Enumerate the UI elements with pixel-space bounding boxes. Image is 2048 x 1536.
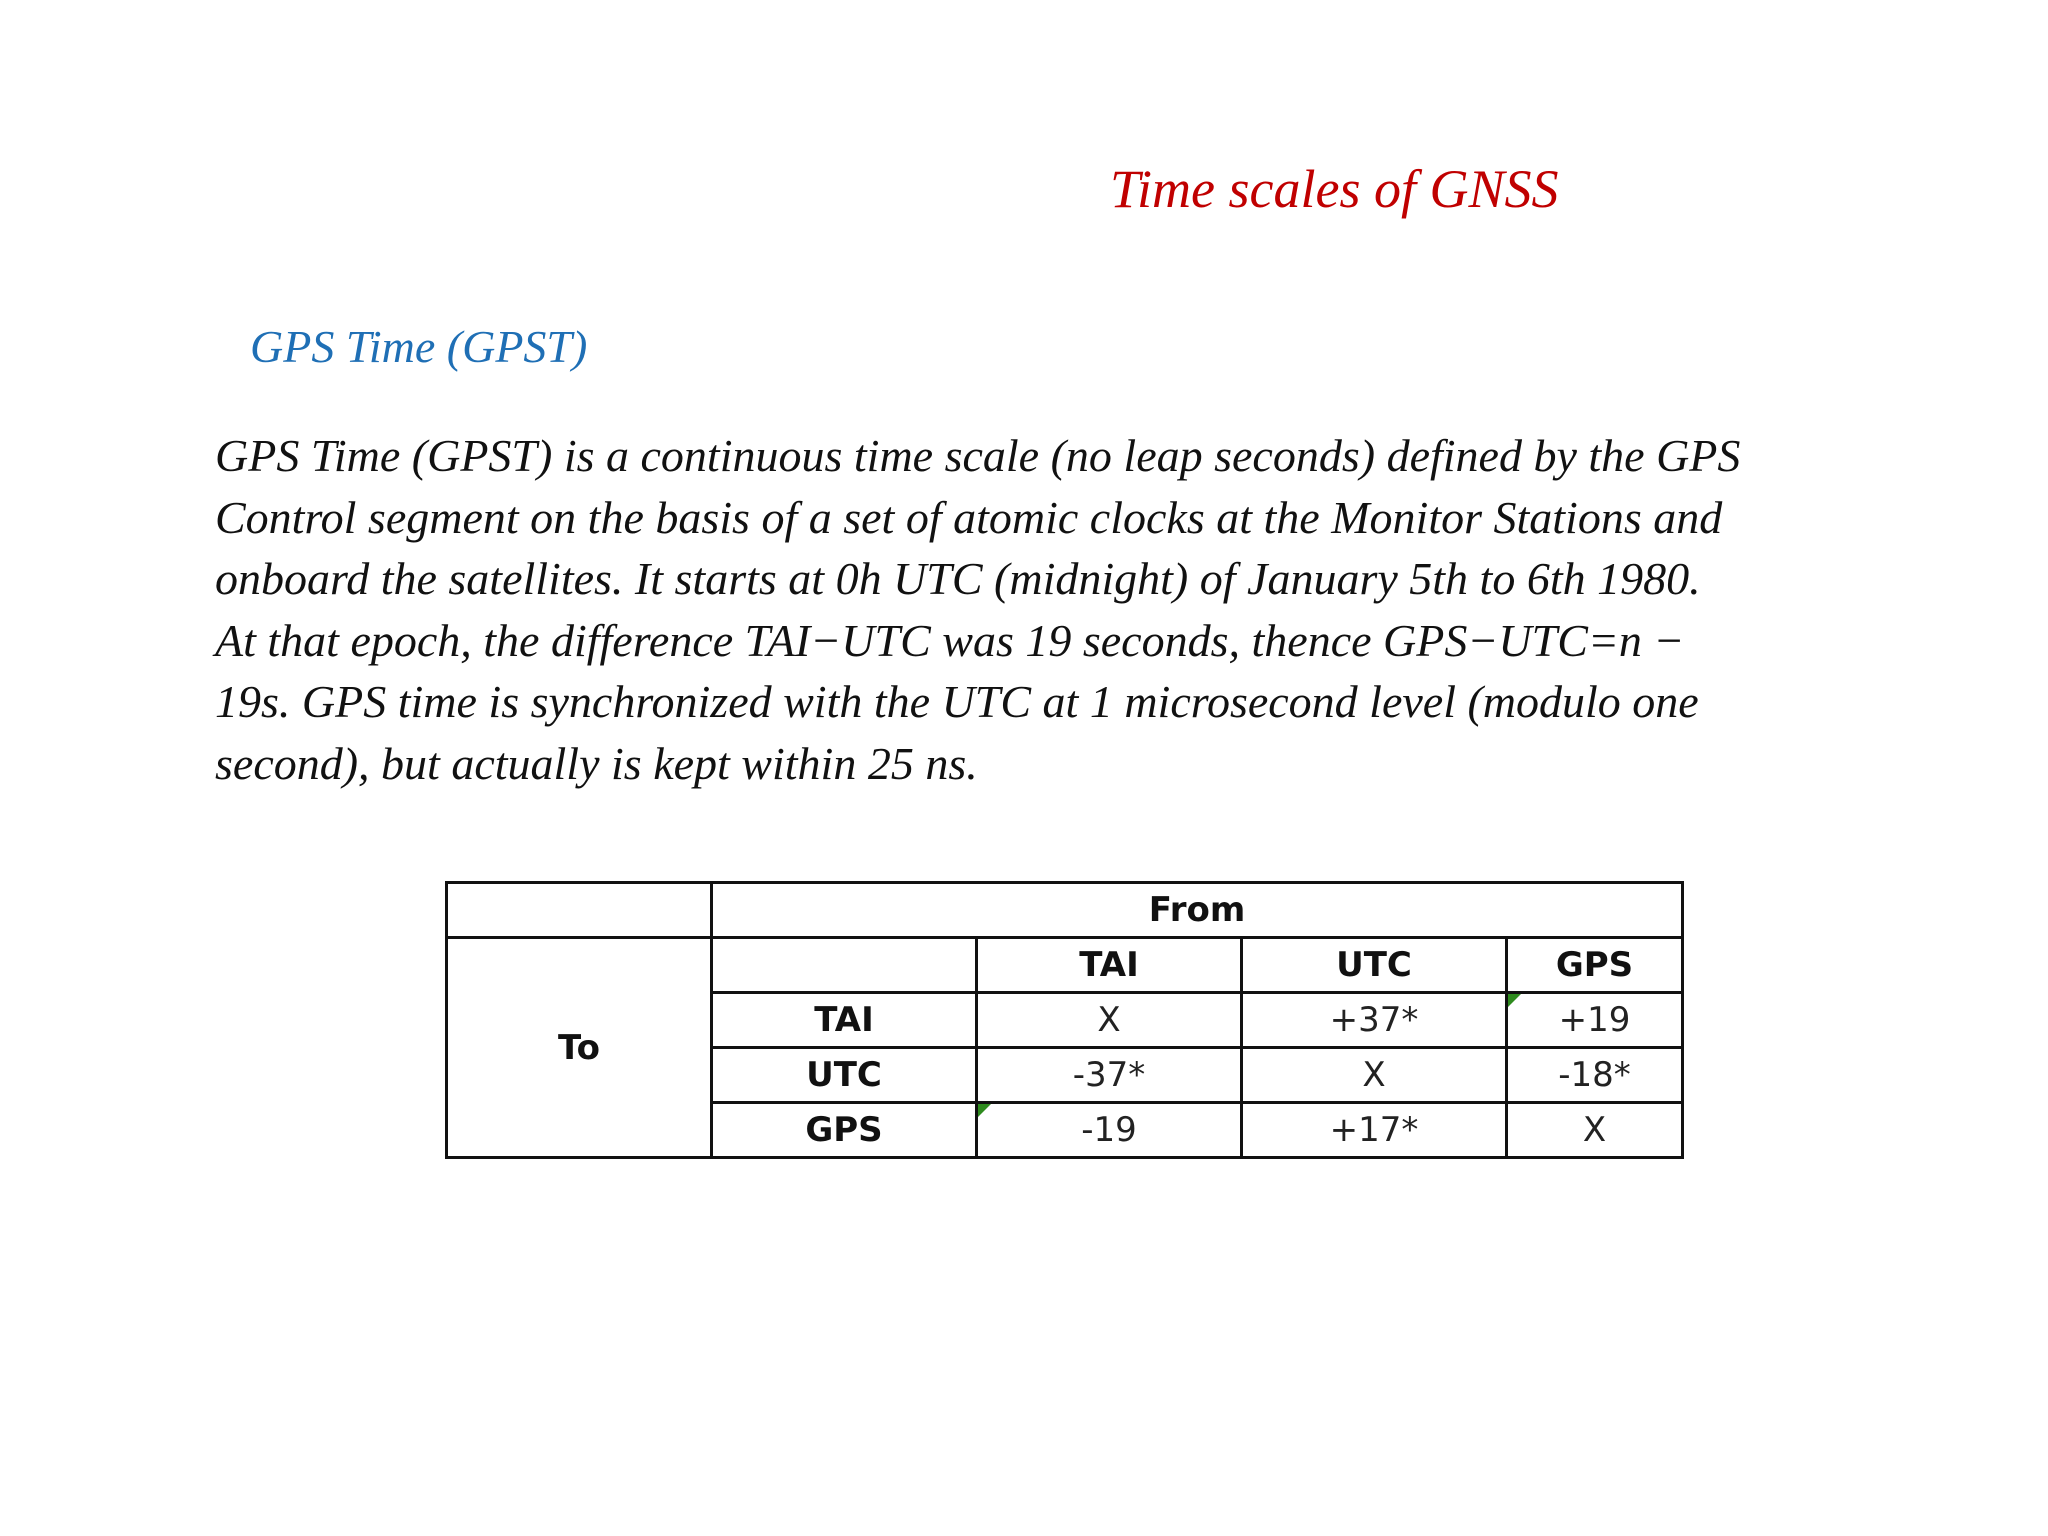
row-label-utc: UTC xyxy=(712,1048,977,1103)
body-line: At that epoch, the difference TAI−UTC was 19 seconds, thence GPS−UTC=n − xyxy=(215,614,1685,666)
body-line: GPS Time (GPST) is a continuous time scale (no leap seconds) defined by the GPS xyxy=(215,430,1741,481)
table-cell: X xyxy=(977,993,1242,1048)
table-row-from xyxy=(447,883,1683,938)
table-cell: +19 xyxy=(1507,993,1683,1048)
table-cell: +17* xyxy=(1242,1103,1507,1158)
table-cell: -37* xyxy=(977,1048,1242,1103)
body-paragraph xyxy=(215,425,1740,794)
table-row-column-headers xyxy=(447,938,1683,993)
table-cell: X xyxy=(1242,1048,1507,1103)
section-heading: GPS Time (GPST) xyxy=(250,321,588,372)
table-cell: +37* xyxy=(1242,993,1507,1048)
time-scale-conversion-table xyxy=(445,881,1684,1159)
slide-title: Time scales of GNSS xyxy=(1110,159,1559,219)
column-header-tai: TAI xyxy=(977,938,1242,993)
body-line: Control segment on the basis of a set of atomic clocks at the Monitor Stations and xyxy=(215,491,1723,543)
column-header-utc: UTC xyxy=(1242,938,1507,993)
row-label-gps: GPS xyxy=(712,1103,977,1158)
to-header: To xyxy=(447,938,712,1158)
body-line: 19s. GPS time is synchronized with the UTC at 1 microsecond level (modulo one xyxy=(215,676,1699,727)
empty-corner-cell xyxy=(447,883,712,938)
column-header-gps: GPS xyxy=(1507,938,1683,993)
conversion-table-container xyxy=(445,881,1684,1159)
from-header: From xyxy=(712,883,1683,938)
body-line: onboard the satellites. It starts at 0h UTC (midnight) of January 5th to 6th 1980. xyxy=(215,553,1701,604)
empty-header-cell xyxy=(712,938,977,993)
body-line: second), but actually is kept within 25 ns. xyxy=(215,737,978,789)
row-label-tai: TAI xyxy=(712,993,977,1048)
table-cell: -19 xyxy=(977,1103,1242,1158)
table-cell: -18* xyxy=(1507,1048,1683,1103)
table-cell: X xyxy=(1507,1103,1683,1158)
